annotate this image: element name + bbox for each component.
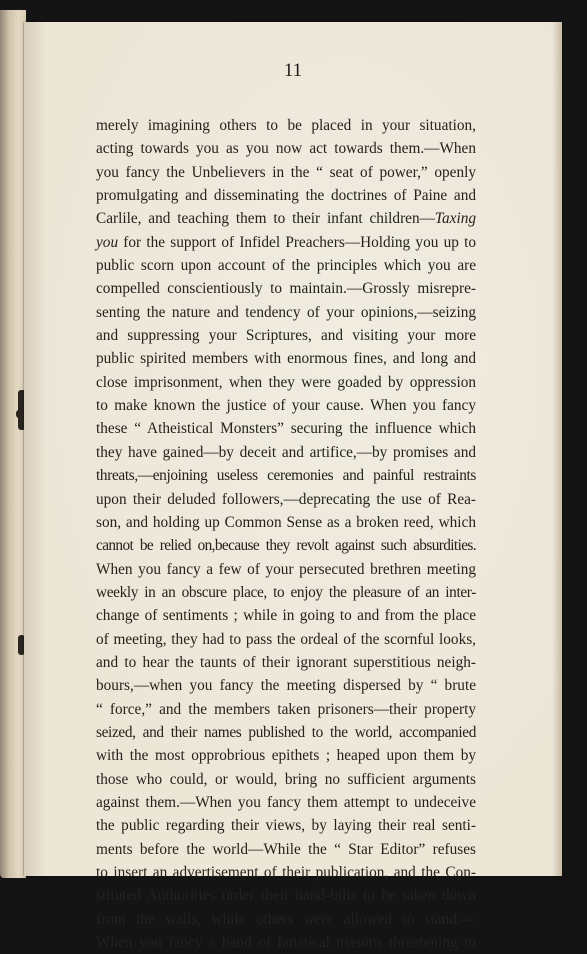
text-line: senting the nature and tendency of your opinions,—seizing	[96, 303, 476, 321]
text-line: upon their deluded followers,—deprecating the use of Rea-	[96, 490, 476, 508]
text-line: close imprisonment, when they were goaded by oppression	[96, 373, 476, 391]
text-line: and to hear the taunts of their ignorant superstitious neigh-	[96, 653, 476, 671]
text-line: these “ Atheistical Monsters” securing the influence which	[96, 420, 476, 438]
text-line: stituted Authorities order their hand-bills to be taken down	[96, 887, 476, 905]
text-line: Carlile, and teaching them to their infant children—Taxing	[96, 210, 476, 228]
text-line: public spirited members with enormous fines, and long and	[96, 350, 476, 368]
text-line: merely imagining others to be placed in your situation,	[96, 117, 476, 134]
text-line: ments before the world—While the “ Star Editor” refuses	[96, 840, 476, 858]
text-line: weekly in an obscure place, to enjoy the pleasure of an inter-	[96, 583, 476, 601]
text-line: seized, and their names published to the world, accompanied	[96, 723, 476, 741]
body-text	[96, 114, 476, 954]
text-line: you for the support of Infidel Preachers—Holding you up to	[96, 233, 476, 251]
previous-page-edge	[0, 10, 26, 878]
text-line: they have gained—by deceit and artifice,—by promises and	[96, 443, 476, 461]
text-line: of meeting, they had to pass the ordeal of the scornful looks,	[96, 630, 476, 648]
page-number: 11	[283, 60, 303, 81]
text-line: compelled conscientiously to maintain.—Grossly misrepre-	[96, 280, 476, 298]
text-line: cannot be relied on,because they revolt against such absurdities.	[96, 537, 476, 555]
italic-word: Taxing	[434, 210, 476, 228]
text-line: from the walls, while others were allowed to stand.—	[96, 910, 476, 928]
text-line: and suppressing your Scriptures, and visiting your more	[96, 327, 476, 345]
text-line: against them.—When you fancy them attempt to undeceive	[96, 793, 476, 811]
page-edge-shadow	[552, 22, 562, 876]
text-line: to make known the justice of your cause. When you fancy	[96, 397, 476, 415]
text-line: acting towards you as you now act towards them.—When	[96, 140, 476, 158]
text-line: with the most opprobrious epithets ; heaped upon them by	[96, 747, 476, 765]
italic-word: you	[96, 233, 119, 251]
text-line: you fancy the Unbelievers in the “ seat of power,” openly	[96, 163, 476, 181]
text-line: change of sentiments ; while in going to and from the place	[96, 607, 476, 625]
text-line: “ force,” and the members taken prisoners—their property	[96, 700, 476, 718]
text-line: son, and holding up Common Sense as a broken reed, which	[96, 513, 476, 531]
text-line: threats,—enjoining useless ceremonies and painful restraints	[96, 467, 476, 485]
text-line: to insert an advertisement of their publication, and the Con-	[96, 864, 476, 881]
text-line: When you fancy a band of fanatical masons threatening to	[96, 934, 476, 952]
text-line: the public regarding their views, by laying their real senti-	[96, 817, 476, 835]
text-line: promulgating and disseminating the doctrines of Paine and	[96, 187, 476, 205]
margin-pencil-mark	[529, 150, 571, 171]
text-line: those who could, or would, bring no sufficient arguments	[96, 770, 476, 788]
text-line: bours,—when you fancy the meeting dispersed by “ brute	[96, 677, 476, 695]
text-line: When you fancy a few of your persecuted brethren meeting	[96, 560, 476, 578]
book-page	[24, 22, 562, 952]
text-line: public scorn upon account of the principles which you are	[96, 257, 476, 275]
